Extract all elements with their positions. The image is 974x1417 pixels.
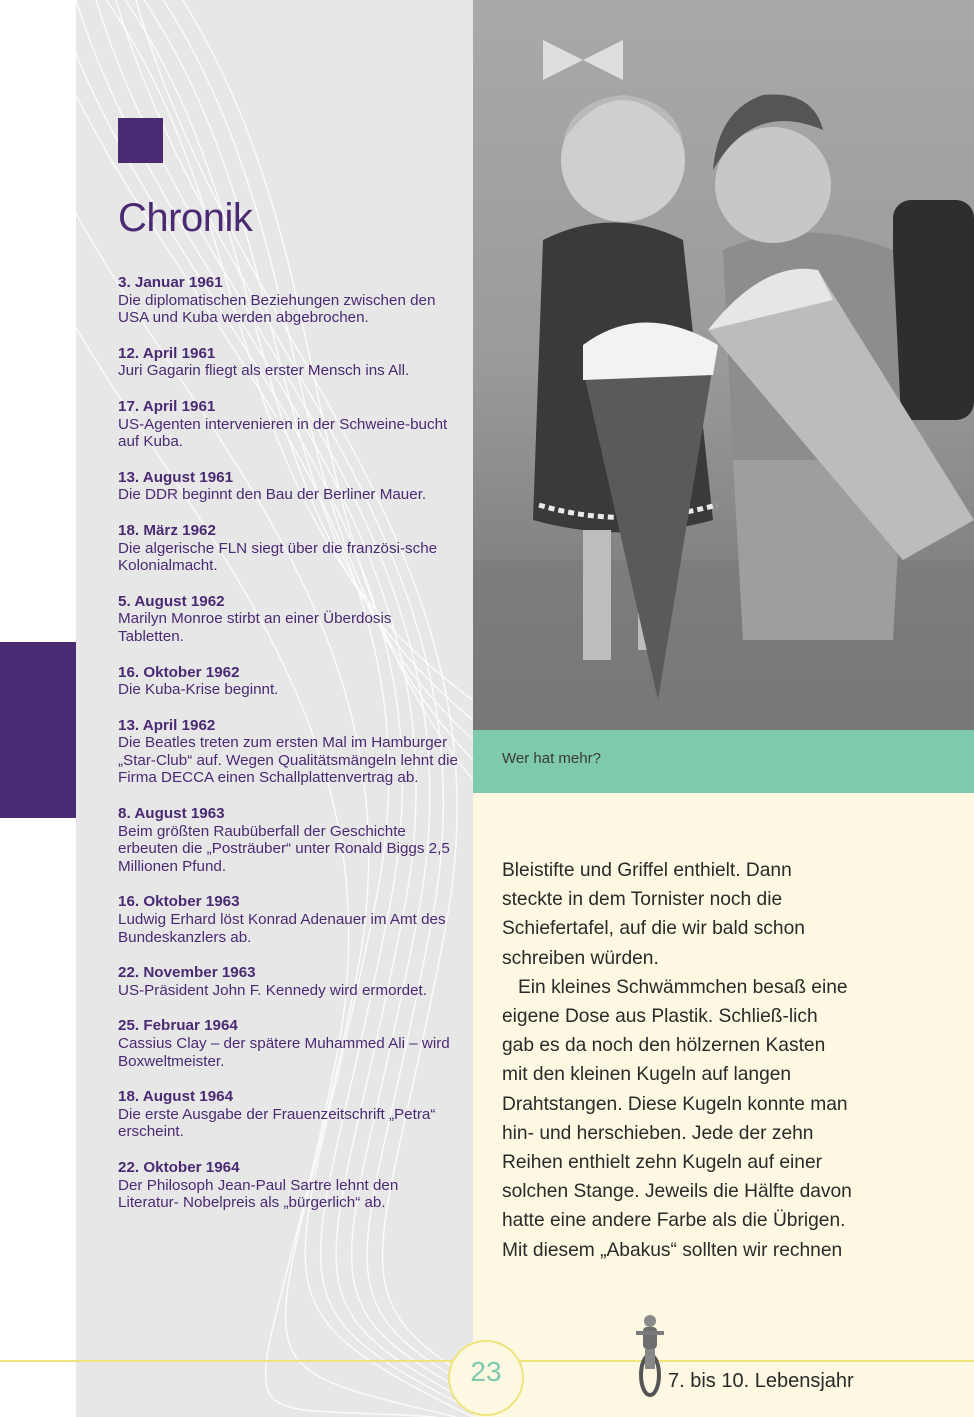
- chronik-entry: [118, 398, 458, 451]
- chronik-entry: [118, 345, 458, 380]
- entry-text: Juri Gagarin fliegt als erster Mensch ins All.: [118, 362, 410, 380]
- entry-text: Die DDR beginnt den Bau der Berliner Mauer.: [118, 486, 427, 504]
- entry-text: US-Präsident John F. Kennedy wird ermordet.: [118, 981, 427, 999]
- purple-accent-square: [118, 118, 163, 163]
- entry-date: 18. März 1962: [118, 521, 216, 539]
- chronik-entry: [118, 469, 458, 504]
- chronik-entry: [118, 805, 458, 875]
- chronik-entry: [118, 593, 458, 646]
- entry-date: 5. August 1962: [118, 592, 225, 610]
- entry-text: Cassius Clay – der spätere Muhammed Ali – wird Boxweltmeister.: [118, 1035, 450, 1070]
- chronik-entry: [118, 274, 458, 327]
- photo-illustration: [473, 0, 974, 730]
- photo-caption: Wer hat mehr?: [502, 750, 601, 767]
- entry-date: 22. Oktober 1964: [118, 1158, 240, 1176]
- entry-text: Der Philosoph Jean-Paul Sartre lehnt den Literatur- Nobelpreis als „bürgerlich“ ab.: [118, 1176, 399, 1212]
- chronik-entry: [118, 1088, 458, 1141]
- chronik-entry: [118, 893, 458, 946]
- entry-date: 3. Januar 1961: [118, 274, 223, 291]
- chronik-entry: [118, 1017, 458, 1070]
- chronik-list: [118, 274, 458, 1230]
- entry-text: Die Kuba-Krise beginnt.: [118, 681, 279, 699]
- entry-text: Ludwig Erhard löst Konrad Adenauer im Amt des Bundeskanzlers ab.: [118, 911, 446, 946]
- entry-text: Die diplomatischen Beziehungen zwischen den USA und Kuba werden abgebrochen.: [118, 291, 436, 327]
- body-text: [502, 856, 852, 1265]
- entry-text: Die Beatles treten zum ersten Mal im Hamburger „Star-Club“ auf. Wegen Qualitätsmängeln lehnt die Firma DECCA einen Schallplattenvertrag ab.: [118, 734, 458, 787]
- entry-date: 25. Februar 1964: [118, 1017, 238, 1035]
- entry-text: Marilyn Monroe stirbt an einer Überdosis Tabletten.: [118, 610, 392, 645]
- entry-date: 16. Oktober 1962: [118, 663, 240, 681]
- entry-date: 16. Oktober 1963: [118, 893, 240, 911]
- children-schultuete-photo: [473, 0, 974, 730]
- entry-date: 12. April 1961: [118, 344, 216, 362]
- chronik-entry: [118, 964, 458, 999]
- chronik-title: Chronik: [118, 196, 253, 240]
- entry-date: 18. August 1964: [118, 1088, 234, 1106]
- body-paragraph: Ein kleines Schwämmchen besaß eine eigene Dose aus Plastik. Schließ-lich gab es da noch den hölzernen Kasten mit den kleinen Kugeln auf langen Drahtstangen. Diese Kugeln konnte man hin- und herschieben. Jede der zehn Reihen enthielt zehn Kugeln auf einer solchen Stange. Jeweils die Hälfte davon hatte eine andere Farbe als die Übrigen. Mit diesem „Abakus“ sollten wir rechnen: [502, 976, 852, 1261]
- page-number: 23: [470, 1356, 502, 1387]
- entry-text: Die algerische FLN siegt über die französi-sche Kolonialmacht.: [118, 539, 438, 575]
- entry-date: 13. April 1962: [118, 716, 216, 734]
- entry-text: Die erste Ausgabe der Frauenzeitschrift „Petra“ erscheint.: [118, 1105, 436, 1141]
- chronik-entry: [118, 717, 458, 787]
- chronik-entry: [118, 1159, 458, 1212]
- chronik-entry: [118, 664, 458, 699]
- cyclist-icon: [632, 1313, 668, 1397]
- entry-date: 22. November 1963: [118, 964, 256, 982]
- entry-text: US-Agenten intervenieren in der Schweine-bucht auf Kuba.: [118, 415, 448, 451]
- entry-text: Beim größten Raubüberfall der Geschichte erbeuten die „Posträuber“ unter Ronald Biggs 2,5 Millionen Pfund.: [118, 822, 450, 875]
- chronik-entry: [118, 522, 458, 575]
- entry-date: 8. August 1963: [118, 805, 225, 823]
- age-range-label: 7. bis 10. Lebensjahr: [668, 1370, 854, 1392]
- entry-date: 13. August 1961: [118, 468, 234, 486]
- body-paragraph: Bleistifte und Griffel enthielt. Dann steckte in dem Tornister noch die Schiefertafel, auf die wir bald schon schreiben würden.: [502, 860, 805, 969]
- entry-date: 17. April 1961: [118, 397, 216, 415]
- purple-side-tab: [0, 642, 76, 818]
